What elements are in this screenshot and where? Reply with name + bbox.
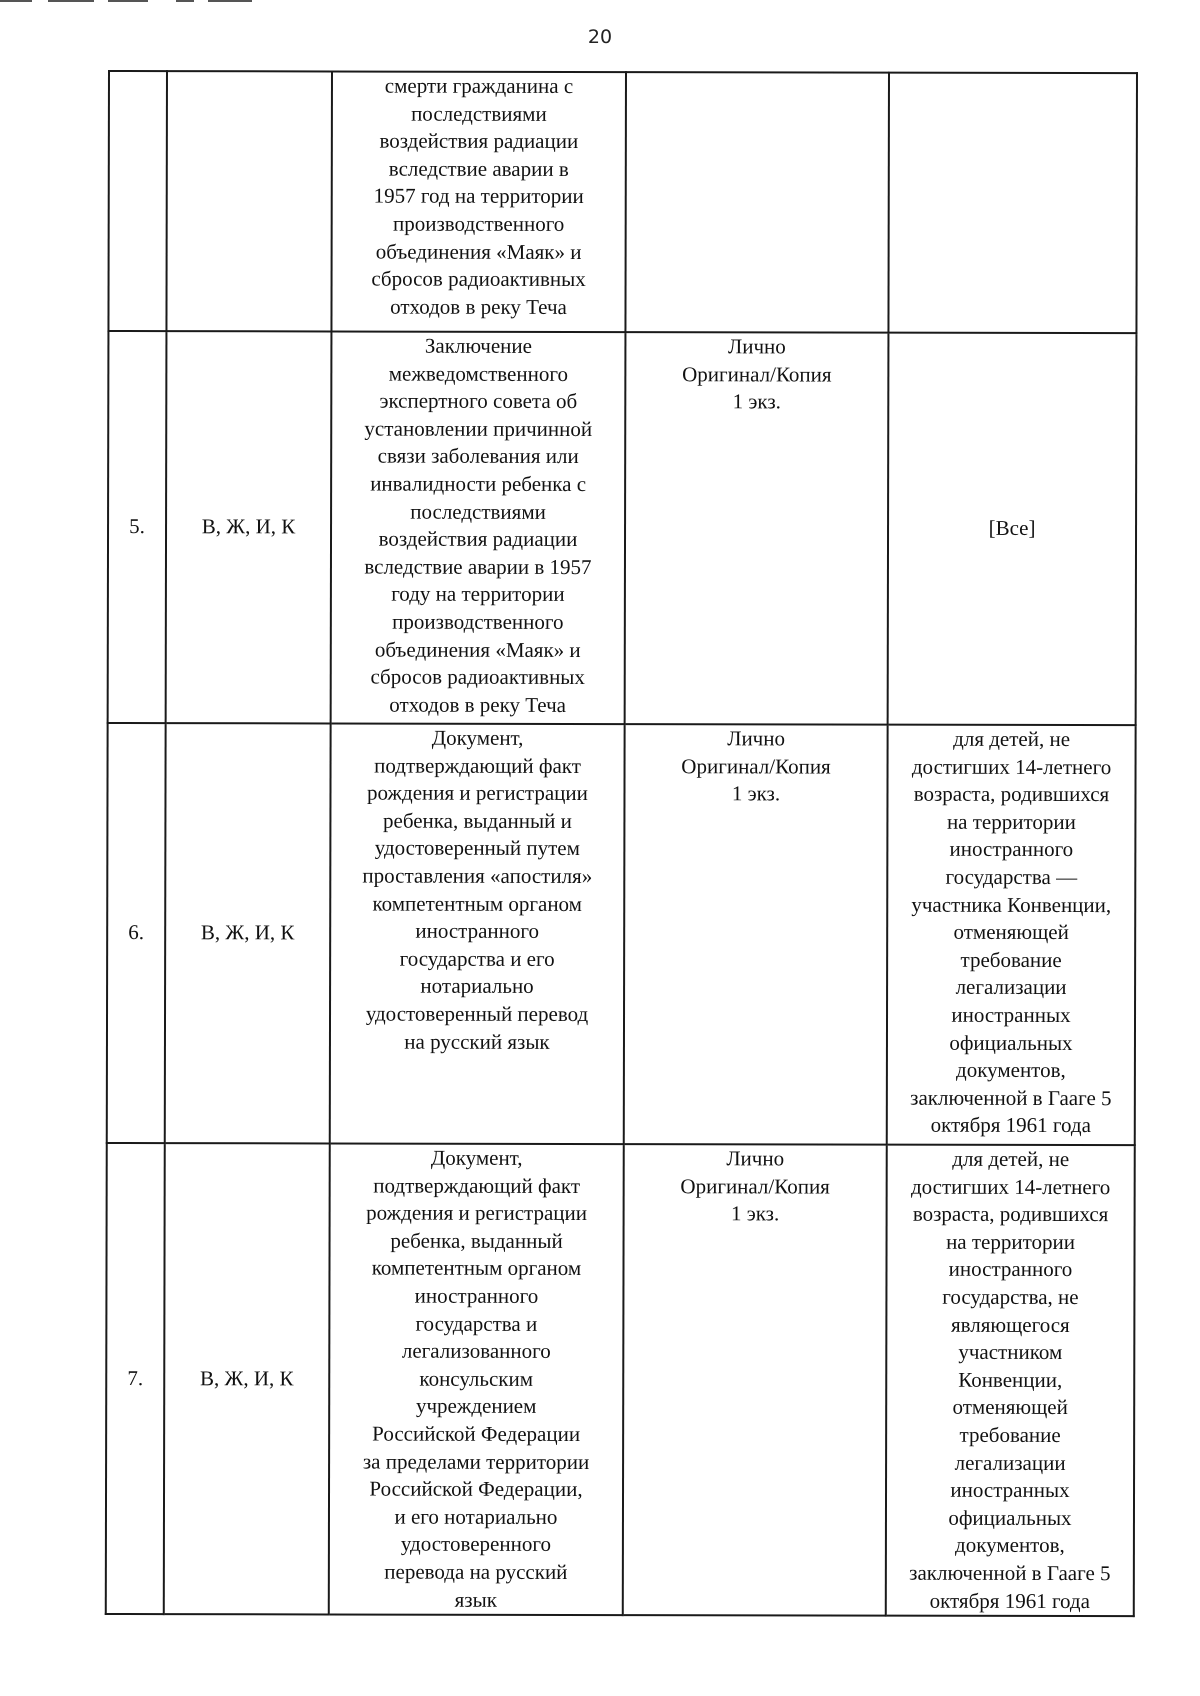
cell-text-line: легализации	[955, 975, 1067, 1000]
scan-edge-marks	[0, 0, 300, 6]
cell-text-line: 1 экз.	[730, 1201, 780, 1226]
cell-text-line: вследствие аварии в 1957	[364, 554, 592, 579]
cell-text-line: компетентным органом	[371, 1255, 582, 1281]
table-row	[108, 331, 1137, 725]
cell-text-line: Конвенции,	[958, 1367, 1063, 1392]
cell-text-line: удостоверенного	[400, 1531, 551, 1557]
cell-text-line: достигших 14-летнего	[910, 1174, 1111, 1199]
cell-text-line: Лично	[727, 726, 786, 751]
cell-text-line: иностранных	[950, 1477, 1070, 1503]
submission-form-cell	[625, 72, 889, 333]
cell-text-line: для детей, не	[952, 1146, 1070, 1172]
cell-text-line: Оригинал/Копия	[680, 1173, 830, 1199]
documents-table	[105, 70, 1138, 1617]
cell-text-line: документов,	[955, 1533, 1065, 1558]
documents-table-body	[106, 71, 1137, 1616]
cell-text-line: учреждением	[415, 1393, 537, 1419]
cell-text-line: подтверждающий факт	[374, 753, 581, 778]
applicant-categories-cell: В, Ж, И, К	[164, 1143, 330, 1614]
cell-text-line: государства и его	[399, 946, 555, 971]
submission-form-cell	[623, 1144, 887, 1616]
cell-text-line: иностранных	[951, 1002, 1071, 1027]
cell-text-line: государства и	[415, 1311, 538, 1336]
cell-text-line: последствиями	[411, 101, 547, 126]
cell-text-line: смерти гражданина с	[384, 73, 574, 98]
cell-text-line: отходов в реку Теча	[390, 294, 567, 319]
cell-text-line: государства, не	[942, 1284, 1079, 1310]
cell-text-line: [Все]	[988, 516, 1036, 541]
cell-text-line: государства —	[945, 864, 1078, 890]
cell-text-line: году на территории	[391, 581, 565, 607]
cell-text-line: иностранного	[414, 1283, 539, 1308]
submission-form-cell	[624, 724, 888, 1145]
cell-text-line: заключенной в Гааге 5	[909, 1560, 1111, 1586]
row-number-cell: 7.	[106, 1143, 165, 1614]
cell-text-line: являющегося	[950, 1312, 1070, 1337]
cell-text-line: легализации	[954, 1450, 1066, 1475]
cell-text-line: воздействия радиации	[379, 128, 579, 154]
table-row	[106, 1143, 1135, 1616]
cell-text-line: воздействия радиации	[378, 526, 578, 552]
cell-text-line: компетентным органом	[372, 891, 582, 916]
cell-text-line: иностранного	[415, 918, 540, 944]
document-name-cell	[330, 723, 625, 1144]
cell-text-line: для детей, не	[953, 726, 1071, 752]
cell-text-line: Оригинал/Копия	[682, 361, 832, 387]
cell-text-line: объединения «Маяк» и	[374, 637, 581, 662]
cell-text-line: нотариально	[420, 974, 534, 999]
cell-text-line: Документ,	[430, 1145, 523, 1170]
cell-text-line: рождения и регистрации	[367, 780, 588, 806]
row-number-cell	[108, 71, 167, 331]
document-name-cell	[329, 1143, 624, 1615]
cell-text-line: возраста, родившихся	[912, 1201, 1109, 1227]
cell-text-line: требование	[959, 1422, 1061, 1447]
cell-text-line: сбросов радиоактивных	[371, 266, 586, 292]
cell-text-line: легализованного	[401, 1338, 551, 1364]
cell-text-line: объединения «Маяк» и	[375, 239, 582, 264]
cell-text-line: отменяющей	[953, 919, 1069, 945]
table-row	[107, 723, 1136, 1145]
applicant-categories-cell: В, Ж, И, К	[165, 723, 331, 1143]
cell-text-line: возраста, родившихся	[913, 781, 1110, 807]
cell-text-line: Лично	[728, 334, 786, 359]
cell-text-line: Российской Федерации	[372, 1421, 581, 1446]
cell-text-line: иностранного	[948, 1257, 1073, 1282]
note-cell	[888, 73, 1137, 334]
note-cell	[886, 1145, 1135, 1617]
cell-text-line: 1 экз.	[732, 389, 781, 414]
cell-text-line: консульским	[419, 1366, 534, 1391]
note-cell	[887, 725, 1136, 1146]
cell-text-line: 1957 год на территории	[373, 183, 584, 209]
cell-text-line: достигших 14-летнего	[911, 754, 1112, 779]
cell-text-line: язык	[454, 1587, 497, 1612]
cell-text-line: на территории	[946, 1229, 1076, 1254]
cell-text-line: вследствие аварии в	[388, 156, 569, 181]
cell-text-line: участника Конвенции,	[911, 892, 1112, 917]
cell-text-line: связи заболевания или	[377, 443, 579, 469]
cell-text-line: на территории	[946, 809, 1076, 834]
page-number: 20	[587, 26, 613, 48]
cell-text-line: удостоверенный перевод	[365, 1001, 589, 1026]
cell-text-line: Документ,	[431, 725, 524, 750]
cell-text-line: ребенка, выданный	[390, 1228, 563, 1253]
row-number-cell: 6.	[107, 723, 166, 1143]
cell-text-line: отходов в реку Теча	[389, 692, 567, 717]
cell-text-line: отменяющей	[952, 1395, 1068, 1420]
row-number-cell: 5.	[108, 331, 167, 723]
cell-text-line: межведомственного	[388, 361, 568, 386]
cell-text-line: производственного	[392, 609, 564, 634]
cell-text-line: проставления «апостиля»	[362, 863, 593, 888]
cell-text-line: Оригинал/Копия	[681, 753, 831, 779]
cell-text-line: октября 1961 года	[930, 1113, 1091, 1138]
cell-text-line: иностранного	[949, 837, 1074, 862]
submission-form-cell	[625, 332, 889, 725]
cell-text-line: сбросов радиоактивных	[370, 664, 585, 690]
cell-text-line: документов,	[956, 1057, 1066, 1083]
cell-text-line: на русский язык	[404, 1029, 550, 1054]
cell-text-line: заключенной в Гааге 5	[910, 1085, 1112, 1110]
cell-text-line: последствиями	[410, 499, 546, 524]
cell-text-line: Российской Федерации,	[369, 1476, 583, 1502]
cell-text-line: официальных	[949, 1030, 1073, 1055]
cell-text-line: официальных	[948, 1505, 1072, 1530]
cell-text-line: и его нотариально	[394, 1504, 558, 1529]
cell-text-line: за пределами территории	[362, 1449, 590, 1474]
cell-text-line: ребенка, выданный и	[382, 808, 572, 833]
cell-text-line: инвалидности ребенка с	[370, 471, 587, 496]
cell-text-line: рождения и регистрации	[366, 1200, 588, 1226]
cell-text-line: требование	[960, 947, 1062, 972]
cell-text-line: экспертного совета об	[379, 388, 578, 414]
note-cell	[888, 333, 1137, 726]
cell-text-line: участником	[958, 1339, 1063, 1365]
cell-text-line: 1 экз.	[731, 781, 781, 806]
cell-text-line: Заключение	[424, 333, 532, 358]
cell-text-line: октября 1961 года	[929, 1588, 1090, 1613]
table-row	[108, 71, 1137, 333]
cell-text-line: подтверждающий факт	[373, 1173, 581, 1198]
document-name-cell	[331, 71, 626, 332]
cell-text-line: установлении причинной	[364, 416, 593, 441]
cell-text-line: производственного	[392, 211, 565, 236]
cell-text-line: Лично	[726, 1146, 785, 1171]
document-name-cell	[331, 331, 626, 724]
cell-text-line: перевода на русский	[384, 1559, 568, 1584]
cell-text-line: удостоверенный путем	[374, 835, 580, 861]
applicant-categories-cell: В, Ж, И, К	[166, 331, 332, 723]
applicant-categories-cell	[166, 71, 332, 331]
